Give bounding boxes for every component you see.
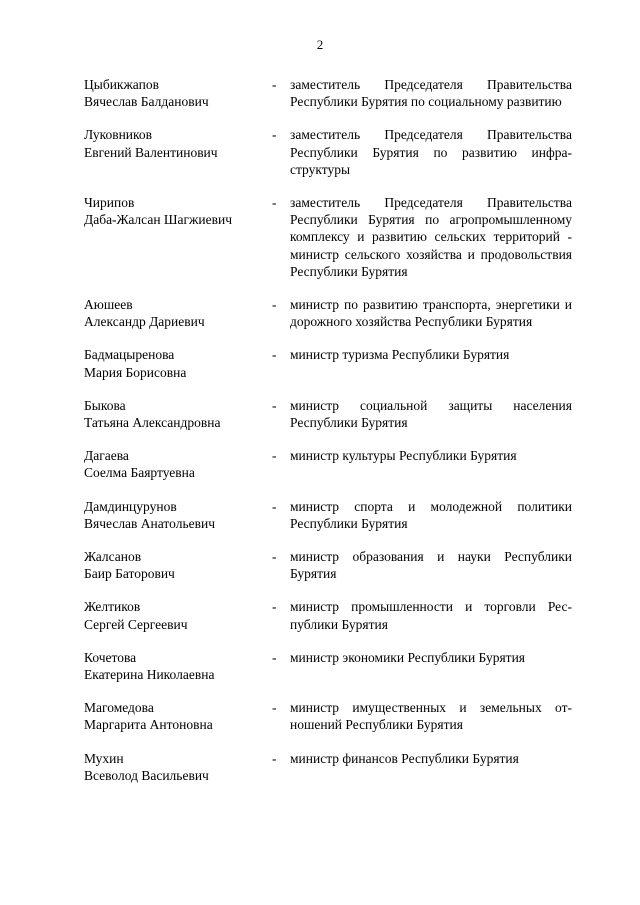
- official-name: [84, 194, 269, 228]
- official-given-names: Сергей Сергеевич: [84, 616, 188, 632]
- official-name: [84, 76, 269, 110]
- separator-dash: -: [272, 750, 277, 766]
- list-item: [84, 447, 572, 497]
- official-name: [84, 750, 269, 784]
- separator-dash: -: [272, 448, 277, 464]
- official-position: министр промышленности и торговли Республики Бурятия: [290, 599, 572, 632]
- list-item: [84, 194, 572, 296]
- official-position: министр спорта и молодежной политики Республики Бурятия: [290, 498, 572, 531]
- official-name: [84, 346, 269, 380]
- official-given-names: Евгений Валентинович: [84, 144, 218, 160]
- official-surname: Магомедова: [84, 700, 154, 716]
- official-name: [84, 296, 269, 330]
- separator-dash: -: [272, 498, 277, 514]
- official-surname: Аюшеев: [84, 297, 133, 313]
- official-name: [84, 649, 269, 683]
- separator-dash: -: [272, 397, 277, 413]
- official-position: министр имущественных и земельных отношений Республики Бурятия: [290, 700, 572, 733]
- official-given-names: Всеволод Васильевич: [84, 767, 209, 783]
- list-item: [84, 750, 572, 800]
- official-position: заместитель Председателя Правительства Республики Бурятия по социальному развитию: [290, 77, 572, 110]
- official-given-names: Баир Баторович: [84, 566, 175, 582]
- official-given-names: Соелма Баяртуевна: [84, 465, 195, 481]
- separator-dash: -: [272, 700, 277, 716]
- list-item: [84, 346, 572, 396]
- official-name: [84, 548, 269, 582]
- official-name: [84, 397, 269, 431]
- official-position: министр культуры Республики Бурятия: [290, 448, 517, 464]
- list-item: [84, 296, 572, 346]
- official-position: министр социальной защиты населения Республики Бурятия: [290, 397, 572, 431]
- list-item: [84, 498, 572, 548]
- separator-dash: -: [272, 127, 277, 143]
- official-surname: Мухин: [84, 750, 124, 766]
- official-position: заместитель Председателя Правительства Республики Бурятия по развитию инфраструктуры: [290, 127, 572, 177]
- official-given-names: Вячеслав Анатольевич: [84, 515, 215, 531]
- official-name: [84, 598, 269, 632]
- official-surname: Цыбикжапов: [84, 77, 159, 92]
- official-surname: Луковников: [84, 127, 153, 143]
- list-item: [84, 699, 572, 749]
- list-item: [84, 649, 572, 699]
- official-position: министр туризма Республики Бурятия: [290, 347, 510, 363]
- official-position: министр по развитию транспорта, энергетики и дорожного хозяйства Республики Бурятия: [290, 297, 572, 330]
- official-given-names: Екатерина Николаевна: [84, 667, 215, 683]
- separator-dash: -: [272, 599, 277, 615]
- official-given-names: Даба-Жалсан Шагжиевич: [84, 212, 232, 228]
- official-surname: Желтиков: [84, 599, 141, 615]
- official-position: министр экономики Республики Бурятия: [290, 649, 526, 665]
- official-surname: Жалсанов: [84, 549, 142, 565]
- list-item: [84, 548, 572, 598]
- official-given-names: Маргарита Антоновна: [84, 717, 213, 733]
- separator-dash: -: [272, 297, 277, 313]
- separator-dash: -: [272, 195, 277, 211]
- official-surname: Дамдинцурунов: [84, 498, 177, 514]
- official-name: [84, 126, 269, 160]
- official-position: заместитель Председателя Правительства Республики Бурятия по агропромышленному комплексу и развитию сельских территорий - министр сельского хозяйства и продовольствия Республики Бурятия: [290, 195, 572, 279]
- official-name: [84, 498, 269, 532]
- list-item: [84, 126, 572, 194]
- separator-dash: -: [272, 549, 277, 565]
- list-item: [84, 76, 572, 126]
- official-surname: Кочетова: [84, 649, 137, 665]
- official-surname: Быкова: [84, 397, 126, 413]
- separator-dash: -: [272, 347, 277, 363]
- official-surname: Бадмацыренова: [84, 347, 175, 363]
- separator-dash: -: [272, 77, 277, 92]
- official-surname: Дагаева: [84, 448, 129, 464]
- page-number: 2: [316, 37, 324, 52]
- official-name: [84, 447, 269, 481]
- list-item: [84, 397, 572, 447]
- official-given-names: Вячеслав Балданович: [84, 94, 209, 110]
- official-given-names: Татьяна Александровна: [84, 415, 221, 431]
- official-surname: Чирипов: [84, 195, 135, 211]
- officials-list: [84, 76, 572, 800]
- official-given-names: Мария Борисовна: [84, 364, 187, 380]
- official-position: министр финансов Республики Бурятия: [290, 750, 519, 766]
- official-position: министр образования и науки Республики Бурятия: [290, 549, 572, 582]
- separator-dash: -: [272, 649, 277, 665]
- official-name: [84, 699, 269, 733]
- list-item: [84, 598, 572, 648]
- official-given-names: Александр Дариевич: [84, 314, 205, 330]
